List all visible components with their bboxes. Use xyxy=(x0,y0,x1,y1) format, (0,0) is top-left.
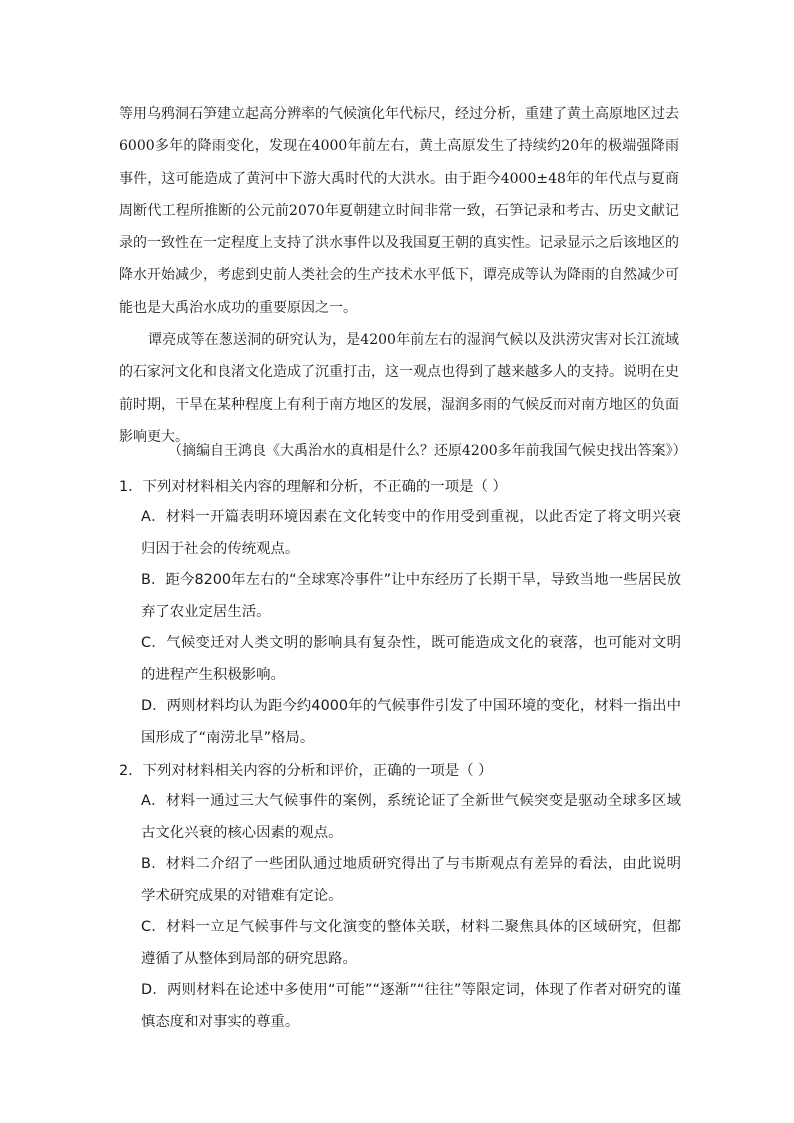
passage-paragraph-2: 谭亮成等在葱送洞的研究认为，是4200年前左右的湿润气候以及洪涝灾害对长江流域的石家河文化和良渚文化造成了沉重打击，这一观点也得到了越来越多人的支持。说明在史前时期，干旱在某种程度上有利于南方地区的发展，湿润多雨的气候反而对南方地区的负面影响更大。 xyxy=(119,332,679,445)
question-2-option-a: A．材料一通过三大气候事件的案例，系统论证了全新世气候突变是驱动全球多区域古文化兴衰的核心因素的观点。 xyxy=(141,793,681,841)
question-1-option-a: A．材料一开篇表明环境因素在文化转变中的作用受到重视，以此否定了将文明兴衰归因于社会的传统观点。 xyxy=(141,509,681,557)
question-1 xyxy=(119,472,681,754)
question-list xyxy=(119,472,681,1038)
reading-passage xyxy=(119,98,679,453)
passage-source-citation: （摘编自王鸿良《大禹治水的真相是什么？还原4200多年前我国气候史找出答案》） xyxy=(168,443,687,459)
passage-paragraph-1: 等用乌鸦洞石笋建立起高分辨率的气候演化年代标尺，经过分析，重建了黄土高原地区过去6000多年的降雨变化，发现在4000年前左右，黄土高原发生了持续约20年的极端强降雨事件，这可能造成了黄河中下游大禹时代的大洪水。由于距今4000±48年的年代点与夏商周断代工程所推断的公元前2070年夏朝建立时间非常一致，石笋记录和考古、历史文献记录的一致性在一定程度上支持了洪水事件以及我国夏王朝的真实性。记录显示之后该地区的降水开始减少，考虑到史前人类社会的生产技术水平低下，谭亮成等认为降雨的自然减少可能也是大禹治水成功的重要原因之一。 xyxy=(119,106,679,316)
question-2-option-d: D．两则材料在论述中多使用“可能”“逐渐”“往往”等限定词，体现了作者对研究的谨慎态度和对事实的尊重。 xyxy=(141,982,681,1030)
question-2-stem: 2．下列对材料相关内容的分析和评价，正确的一项是（ ） xyxy=(119,763,493,779)
question-2 xyxy=(119,756,681,1038)
question-1-stem: 1．下列对材料相关内容的理解和分析，不正确的一项是（ ） xyxy=(119,479,507,495)
question-2-option-c: C．材料一立足气候事件与文化演变的整体关联，材料二聚焦具体的区域研究，但都遵循了从整体到局部的研究思路。 xyxy=(141,919,681,967)
question-1-option-b: B．距今8200年左右的“全球寒冷事件”让中东经历了长期干旱，导致当地一些居民放弃了农业定居生活。 xyxy=(141,572,681,620)
question-1-option-d: D．两则材料均认为距今约4000年的气候事件引发了中国环境的变化，材料一指出中国形成了“南涝北旱”格局。 xyxy=(141,698,681,746)
question-1-option-c: C．气候变迁对人类文明的影响具有复杂性，既可能造成文化的衰落，也可能对文明的进程产生积极影响。 xyxy=(141,635,681,683)
question-2-option-b: B．材料二介绍了一些团队通过地质研究得出了与韦斯观点有差异的看法，由此说明学术研究成果的对错难有定论。 xyxy=(141,856,681,904)
